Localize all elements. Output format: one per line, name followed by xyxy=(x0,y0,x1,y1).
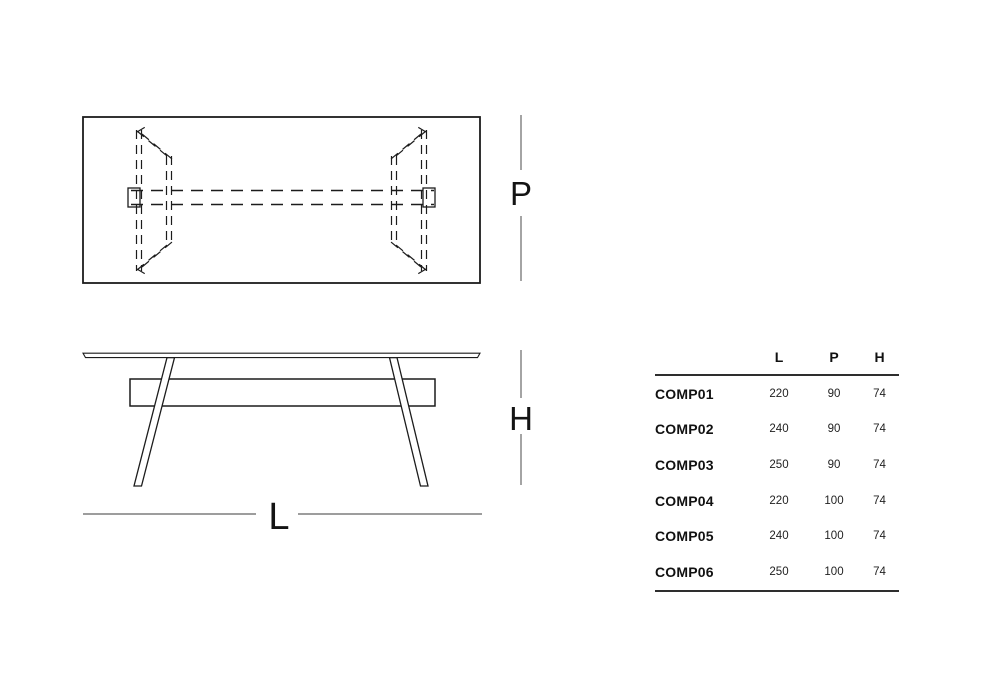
model-name: COMP01 xyxy=(655,385,714,402)
header-height: H xyxy=(860,340,899,375)
dimension-length xyxy=(83,496,482,538)
value-length: 220 xyxy=(769,387,789,400)
header-blank xyxy=(655,340,750,375)
height-label: H xyxy=(509,400,533,437)
header-length: L xyxy=(750,340,808,375)
model-name: COMP03 xyxy=(655,456,714,473)
value-height: 74 xyxy=(873,530,886,543)
model-name: COMP02 xyxy=(655,421,714,438)
model-name: COMP04 xyxy=(655,492,714,509)
left-leg-frame-dashed xyxy=(137,126,173,275)
table-row xyxy=(655,375,899,412)
value-height: 74 xyxy=(873,494,886,507)
value-length: 240 xyxy=(769,423,789,436)
value-length: 250 xyxy=(750,554,808,591)
value-height: 74 xyxy=(873,423,886,436)
value-depth: 90 xyxy=(827,458,841,471)
value-height: 74 xyxy=(873,387,886,400)
side-view xyxy=(83,353,480,486)
header-depth: P xyxy=(808,340,860,375)
table-row xyxy=(655,483,899,519)
model-name: COMP06 xyxy=(655,554,750,591)
value-depth: 90 xyxy=(827,387,841,400)
value-depth: 100 xyxy=(824,530,844,543)
value-length: 250 xyxy=(769,458,789,471)
table-row xyxy=(655,518,899,554)
side-beam xyxy=(130,379,435,406)
spec-table-header xyxy=(655,340,899,375)
center-beam-dashed xyxy=(131,191,434,205)
value-height: 74 xyxy=(860,554,899,591)
spec-table xyxy=(655,340,899,592)
value-height: 74 xyxy=(873,458,886,471)
value-depth: 100 xyxy=(808,554,860,591)
table-row xyxy=(655,554,899,591)
right-leg-frame-dashed xyxy=(391,126,427,275)
tabletop-outline xyxy=(83,117,480,283)
value-depth: 100 xyxy=(824,494,844,507)
side-leg-right xyxy=(390,358,429,486)
length-label: L xyxy=(268,496,290,538)
side-leg-left xyxy=(134,358,175,486)
table-row xyxy=(655,412,899,448)
table-row xyxy=(655,447,899,483)
model-name: COMP05 xyxy=(655,528,714,545)
dimension-height xyxy=(509,350,533,485)
value-length: 240 xyxy=(769,530,789,543)
dimension-depth xyxy=(510,115,532,281)
depth-label: P xyxy=(509,175,533,212)
top-view xyxy=(83,117,480,283)
value-length: 220 xyxy=(769,494,789,507)
value-depth: 90 xyxy=(827,423,841,436)
side-tabletop xyxy=(83,353,480,357)
